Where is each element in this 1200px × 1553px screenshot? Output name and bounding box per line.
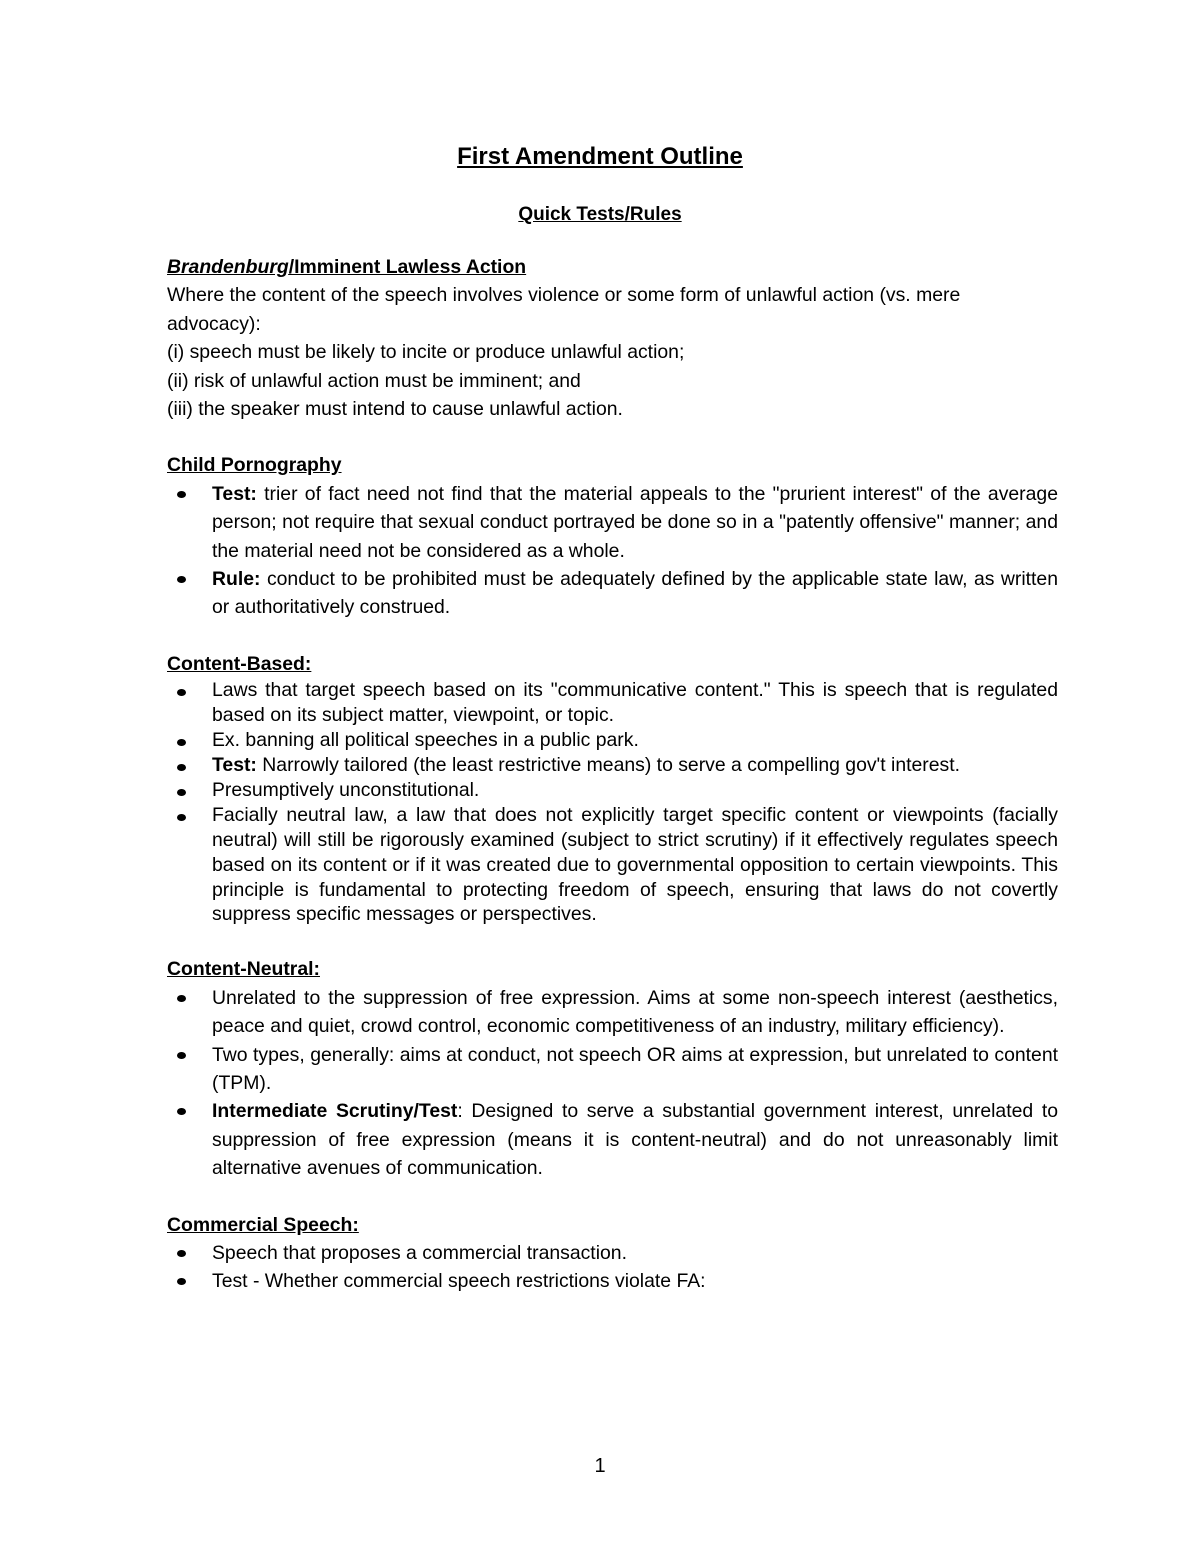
spacer: [167, 927, 1058, 955]
bullet-text: Speech that proposes a commercial transaction.: [212, 1242, 627, 1264]
bullet-icon: [177, 764, 186, 771]
bullet-label: Test:: [212, 482, 257, 505]
section-heading: Child Pornography: [167, 454, 342, 477]
bullet-icon: [177, 491, 186, 498]
bullet-text: Ex. banning all political speeches in a public park.: [212, 729, 639, 752]
section-heading: [167, 1211, 1058, 1239]
bullet-list: [167, 984, 1058, 1183]
bullet-icon: [177, 789, 186, 796]
bullet-icon: [177, 739, 186, 746]
list-item: [167, 1097, 1058, 1182]
section-heading: Content-Based:: [167, 652, 312, 675]
list-item: [167, 728, 1058, 753]
bullet-icon: [177, 1108, 186, 1115]
heading-case-name: Brandenburg: [167, 256, 289, 278]
section-content-neutral: [167, 955, 1058, 1182]
bullet-text: trier of fact need not find that the material appeals to the "prurient interest" of the average person; not require that sexual conduct portrayed be done so in a "patently offensive" manner; and the material need not be considered as a whole.: [212, 482, 1058, 562]
section-commercial-speech: [167, 1211, 1058, 1296]
document-subtitle: Quick Tests/Rules: [518, 204, 682, 225]
list-item: [167, 753, 1058, 778]
document-body: [167, 253, 1058, 1296]
list-item: (ii) risk of unlawful action must be imminent; and: [167, 369, 581, 392]
page-number: 1: [594, 1455, 606, 1477]
heading-text: Commercial Speech: [167, 1213, 353, 1236]
list-item: (i) speech must be likely to incite or produce unlawful action;: [167, 341, 685, 364]
bullet-icon: [177, 1278, 186, 1285]
bullet-text: Laws that target speech based on its "communicative content." This is speech that is regulated based on its subject matter, viewpoint, or topic.: [212, 679, 1058, 727]
section-heading: Content-Neutral:: [167, 958, 320, 981]
bullet-text: Narrowly tailored (the least restrictive means) to serve a compelling gov't interest.: [256, 754, 961, 776]
heading-rest: /Imminent Lawless Action: [288, 256, 527, 278]
bullet-text: Presumptively unconstitutional.: [212, 778, 480, 801]
list-item: [167, 480, 1058, 565]
bullet-label: Rule:: [212, 568, 261, 591]
bullet-text: Two types, generally: aims at conduct, not speech OR aims at expression, but unrelated to content (TPM).: [212, 1043, 1058, 1094]
bullet-icon: [177, 995, 186, 1002]
bullet-list: [167, 678, 1058, 927]
spacer: [167, 622, 1058, 650]
bullet-list: [167, 480, 1058, 622]
bullet-list: [167, 1239, 1058, 1296]
bullet-text: Unrelated to the suppression of free expression. Aims at some non-speech interest (aesthetics, peace and quiet, crowd control, economic competitiveness of an industry, military efficiency).: [212, 986, 1058, 1038]
document-title: First Amendment Outline: [457, 143, 743, 170]
section-brandenburg: [167, 253, 1058, 423]
heading-colon: :: [352, 1213, 359, 1236]
spacer: [167, 423, 1058, 451]
bullet-icon: [177, 1052, 186, 1059]
list-item: (iii) the speaker must intend to cause unlawful action.: [167, 398, 623, 421]
bullet-icon: [177, 814, 186, 821]
bullet-text: Test - Whether commercial speech restrictions violate FA:: [212, 1270, 706, 1293]
section-heading: [167, 253, 1058, 281]
bullet-icon: [177, 1250, 186, 1257]
list-item: [167, 1267, 1058, 1295]
bullet-label: Test:: [212, 754, 257, 776]
list-item: [167, 984, 1058, 1041]
section-intro: Where the content of the speech involves violence or some form of unlawful action (vs. mere advocacy):: [167, 284, 961, 335]
list-item: [167, 678, 1058, 728]
section-child-pornography: [167, 451, 1058, 621]
section-content-based: [167, 650, 1058, 927]
list-item: [167, 778, 1058, 803]
list-item: [167, 565, 1058, 622]
bullet-icon: [177, 576, 186, 583]
list-item: [167, 1041, 1058, 1098]
list-item: [167, 1239, 1058, 1267]
spacer: [167, 1183, 1058, 1211]
list-item: [167, 803, 1058, 928]
bullet-label: Intermediate Scrutiny/Test: [212, 1100, 458, 1123]
bullet-icon: [177, 689, 186, 696]
bullet-text: conduct to be prohibited must be adequately defined by the applicable state law, as written or authoritatively construed.: [212, 568, 1058, 619]
bullet-text: Facially neutral law, a law that does not explicitly target specific content or viewpoints (facially neutral) will still be rigorously examined (subject to strict scrutiny) if it effectively regulates speech based on its content or if it was created due to governmental opposition to certain viewpoints. This principle is fundamental to protecting freedom of speech, ensuring that laws do not covertly suppress specific messages or perspectives.: [212, 803, 1058, 926]
bullet-text: : Designed to serve a substantial government interest, unrelated to suppression of free expression (means it is content-neutral) and do not unreasonably limit alternative avenues of communication.: [212, 1100, 1058, 1180]
